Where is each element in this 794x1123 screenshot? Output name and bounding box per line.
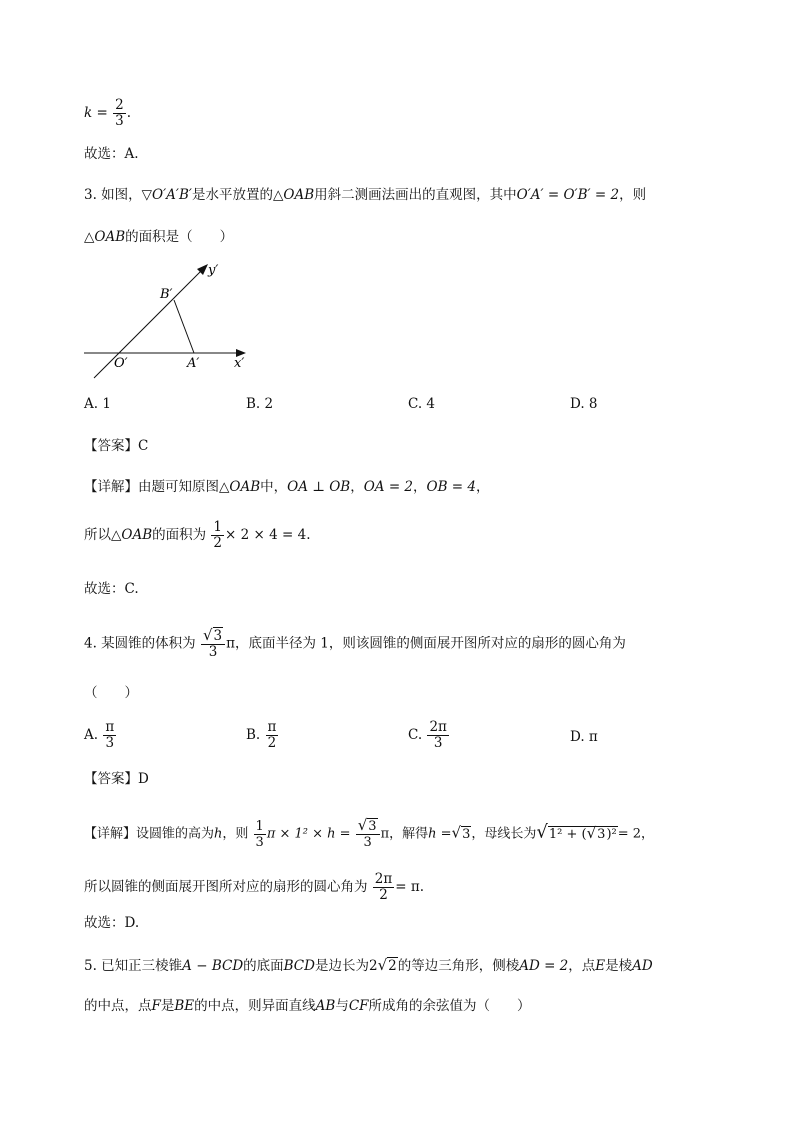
q5-stem-line2: 的中点，点F是BE的中点，则异面直线AB与CF所成角的余弦值为（ ） — [84, 998, 531, 1014]
q3-choose: 故选：C. — [84, 581, 139, 597]
label-O-prime: O′ — [114, 356, 128, 371]
area-fraction: $\frac{1}{2}$ — [213, 519, 223, 551]
q3-answer: 【答案】C — [84, 438, 149, 454]
label-A-prime: A′ — [187, 356, 200, 371]
label-x-prime: x′ — [234, 356, 245, 371]
q3-stem-line1: 3. 如图，▽O′A′B′是水平放置的△OAB用斜二测画法画出的直观图，其中O′A′ = O′B′ = 2，则 — [84, 187, 647, 203]
q4-stem-line2: （ ） — [84, 685, 138, 701]
label-B-prime: B′ — [160, 287, 173, 302]
q3-option-a: A. 1 — [84, 396, 111, 412]
generatrix-radicand: 1² + (√3)² — [548, 823, 617, 842]
label-y-prime: y′ — [208, 263, 219, 278]
q4-option-b: B. $\frac{\pi}{2}$ — [246, 719, 277, 751]
k-value-line: k = $\frac{2}{3}$ . — [84, 97, 131, 129]
q4-option-c: C. $\frac{2\pi}{3}$ — [408, 719, 447, 751]
q5-stem-line1: 5. 已知正三棱锥A − BCD的底面BCD是边长为2√2的等边三角形，侧棱AD = 2，点E是棱AD — [84, 956, 653, 974]
q3-area-line: 所以△OAB的面积为 $\frac{1}{2}$ × 2 × 4 = 4. — [84, 519, 311, 551]
volume-fraction: $\frac{√3}{3}$ — [201, 628, 225, 660]
k-fraction: $\frac{2}{3}$ — [115, 97, 124, 129]
q4-answer: 【答案】D — [84, 771, 149, 787]
q3-option-c: C. 4 — [408, 396, 436, 412]
q3-stem-line2: △OAB的面积是（ ） — [84, 229, 234, 245]
oblique-axis-figure — [82, 258, 257, 383]
q4-detail: 【详解】设圆锥的高为h，则 $\frac{1}{3}$ π × 1² × h = $\frac{√3}{3}$ π，解得h =√3，母线长为√1² + (√3)²= 2， — [84, 816, 655, 850]
q4-option-d: D. π — [570, 729, 598, 745]
prev-answer-choice: 故选：A. — [84, 146, 139, 162]
q4-stem-line1: 4. 某圆锥的体积为 $\frac{√3}{3}$ π，底面半径为 1，则该圆锥的侧面展开图所对应的扇形的圆心角为 — [84, 626, 626, 660]
k-equation: k = — [84, 105, 108, 121]
q3-detail: 【详解】由题可知原图△OAB中，OA ⊥ OB，OA = 2，OB = 4， — [84, 479, 490, 495]
q4-option-a: A. $\frac{\pi}{3}$ — [84, 719, 115, 751]
segment-A-B — [174, 300, 194, 353]
q4-choose: 故选：D. — [84, 915, 140, 931]
q4-sector-line: 所以圆锥的侧面展开图所对应的扇形的圆心角为 $\frac{2\pi}{2}$ = π. — [84, 871, 425, 903]
q3-option-d: D. 8 — [570, 396, 598, 412]
q3-option-b: B. 2 — [246, 396, 274, 412]
